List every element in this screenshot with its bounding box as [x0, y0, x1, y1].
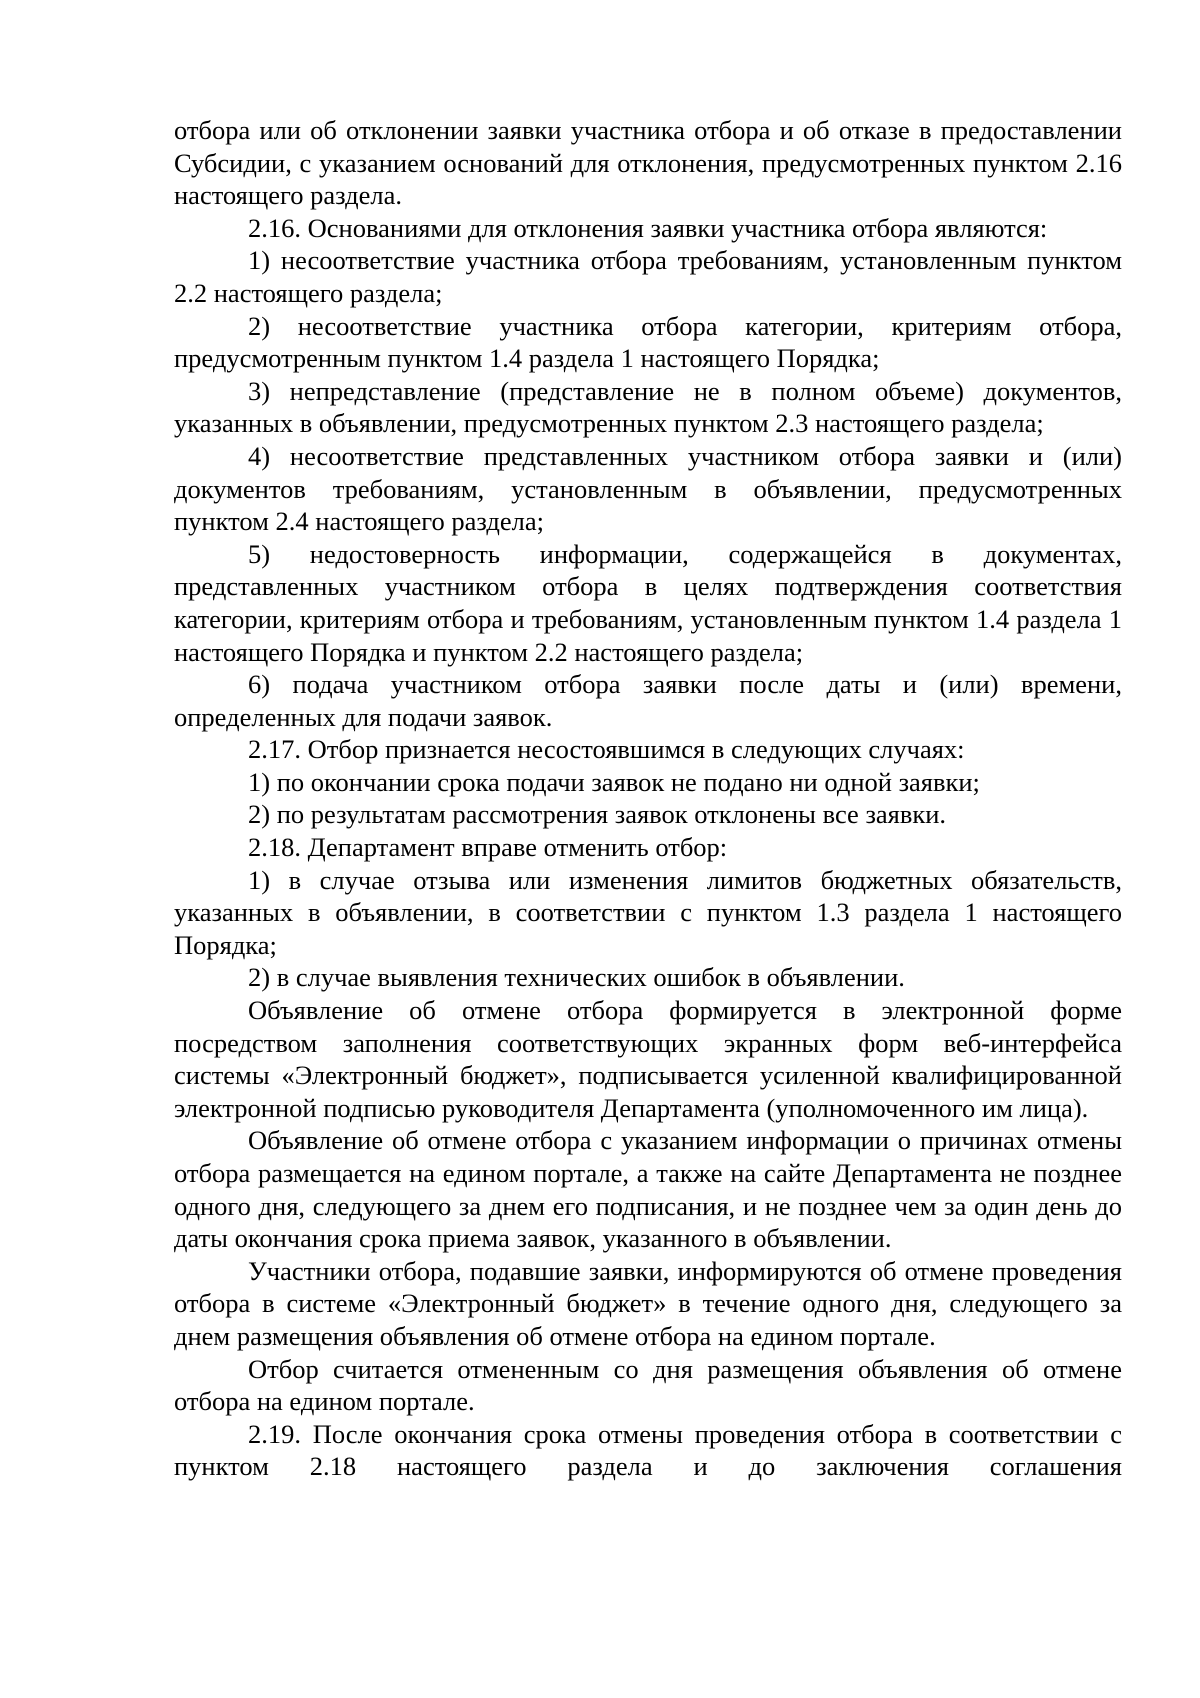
- document-paragraph: Объявление об отмене отбора формируется в электронной форме посредством заполнения соответствующих экранных форм веб-интерфейса системы «Электронный бюджет», подписывается усиленной квалифицированной электронной подписью руководителя Департамента (уполномоченного им лица).: [174, 995, 1122, 1123]
- document-paragraph: 3) непредставление (представление не в полном объеме) документов, указанных в объявлении, предусмотренных пунктом 2.3 настоящего раздела;: [174, 375, 1122, 439]
- document-paragraph: 4) несоответствие представленных участником отбора заявки и (или) документов требованиям, установленным в объявлении, предусмотренных пунктом 2.4 настоящего раздела;: [174, 440, 1122, 537]
- document-paragraph: 1) по окончании срока подачи заявок не подано ни одной заявки;: [248, 766, 980, 797]
- document-paragraph: 6) подача участником отбора заявки после даты и (или) времени, определенных для подачи заявок.: [174, 669, 1122, 732]
- document-paragraph: Участники отбора, подавшие заявки, информируются об отмене проведения отбора в системе «Электронный бюджет» в течение одного дня, следующего за днем размещения объявления об отмене отбора на едином портале.: [174, 1255, 1122, 1351]
- document-paragraph: 2) в случае выявления технических ошибок в объявлении.: [248, 962, 905, 993]
- document-paragraph: Объявление об отмене отбора с указанием информации о причинах отмены отбора размещается на едином портале, а также на сайте Департамента не позднее одного дня, следующего за днем его подписания, и не позднее чем за один день до даты окончания срока приема заявок, указанного в объявлении.: [174, 1125, 1122, 1254]
- document-paragraph: 2) несоответствие участника отбора категории, критериям отбора, предусмотренным пунктом 1.4 раздела 1 настоящего Порядка;: [174, 310, 1122, 374]
- document-page: [174, 114, 1122, 1483]
- document-paragraph: 1) несоответствие участника отбора требованиям, установленным пунктом 2.2 настоящего раздела;: [174, 245, 1122, 308]
- document-paragraph: отбора или об отклонении заявки участника отбора и об отказе в предоставлении Субсидии, с указанием оснований для отклонения, предусмотренных пунктом 2.16 настоящего раздела.: [174, 115, 1122, 211]
- document-paragraph: 2.16. Основаниями для отклонения заявки участника отбора являются:: [248, 212, 1048, 243]
- document-paragraph: 2.18. Департамент вправе отменить отбор:: [248, 832, 728, 863]
- document-paragraph: 2.19. После окончания срока отмены проведения отбора в соответствии с пунктом 2.18 настоящего раздела и до заключения соглашения: [174, 1418, 1122, 1482]
- document-paragraph: 2.17. Отбор признается несостоявшимся в следующих случаях:: [248, 734, 965, 765]
- document-paragraph: 5) недостоверность информации, содержащейся в документах, представленных участником отбора в целях подтверждения соответствия категории, критериям отбора и требованиям, установленным пунктом 1.4 раздела 1 настоящего Порядка и пунктом 2.2 настоящего раздела;: [174, 538, 1122, 667]
- document-paragraph: 1) в случае отзыва или изменения лимитов бюджетных обязательств, указанных в объявлении, в соответствии с пунктом 1.3 раздела 1 настоящего Порядка;: [174, 864, 1122, 960]
- document-paragraph: Отбор считается отмененным со дня размещения объявления об отмене отбора на едином портале.: [174, 1353, 1122, 1417]
- document-paragraph: 2) по результатам рассмотрения заявок отклонены все заявки.: [248, 799, 947, 830]
